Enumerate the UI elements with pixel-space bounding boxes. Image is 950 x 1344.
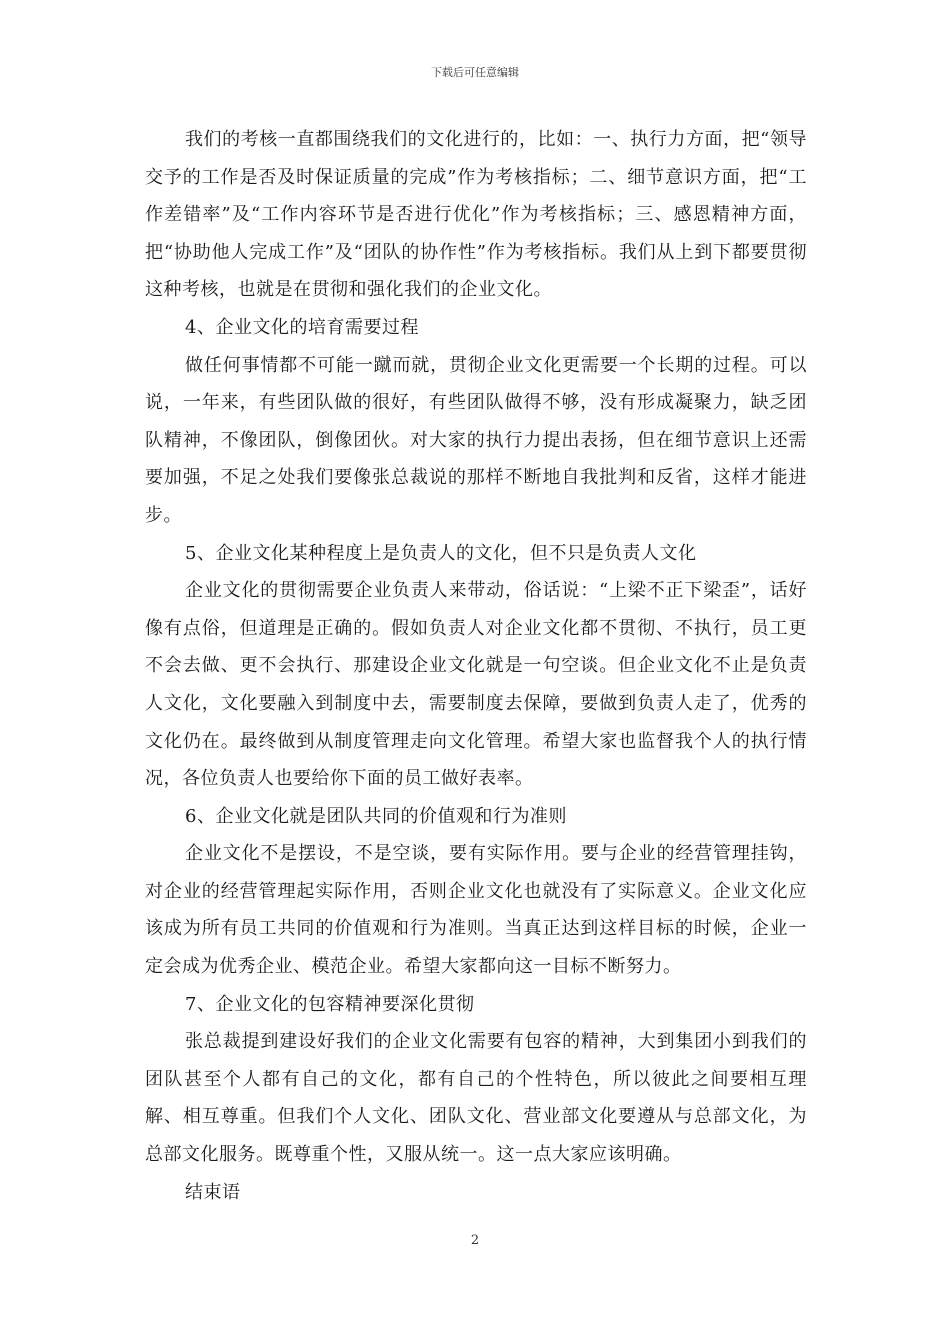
- heading-5: 5、企业文化某种程度上是负责人的文化，但不只是负责人文化: [185, 542, 697, 564]
- paragraph-assessment: 我们的考核一直都围绕我们的文化进行的，比如：一、执行力方面，把“领导交予的工作是否及时保证质量的完成”作为考核指标；二、细节意识方面，把“工作差错率”及“工作内容环节是否进行优化”作为考核指标；三、感恩精神方面，把“协助他人完成工作”及“团队的协作性”作为考核指标。我们从上到下都要贯彻这种考核，也就是在贯彻和强化我们的企业文化。: [145, 129, 807, 301]
- heading-conclusion: 结束语: [185, 1181, 241, 1203]
- paragraph-values: 企业文化不是摆设，不是空谈，要有实际作用。要与企业的经营管理挂钩，对企业的经营管理起实际作用，否则企业文化也就没有了实际意义。企业文化应该成为所有员工共同的价值观和行为准则。当真正达到这样目标的时候，企业一定会成为优秀企业、模范企业。希望大家都向这一目标不断努力。: [145, 843, 807, 978]
- paragraph-cultivation: 做任何事情都不可能一蹴而就，贯彻企业文化更需要一个长期的过程。可以说，一年来，有些团队做的很好，有些团队做得不够，没有形成凝聚力，缺乏团队精神，不像团队，倒像团伙。对大家的执行力提出表扬，但在细节意识上还需要加强，不足之处我们要像张总裁说的那样不断地自我批判和反省，这样才能进步。: [145, 354, 807, 526]
- heading-6: 6、企业文化就是团队共同的价值观和行为准则: [185, 805, 567, 827]
- document-body: [145, 121, 807, 1211]
- heading-7: 7、企业文化的包容精神要深化贯彻: [185, 993, 475, 1015]
- heading-4: 4、企业文化的培育需要过程: [185, 316, 419, 338]
- page-header-note: 下载后可任意编辑: [431, 66, 519, 79]
- paragraph-inclusion: 张总裁提到建设好我们的企业文化需要有包容的精神，大到集团小到我们的团队甚至个人都有自己的文化，都有自己的个性特色，所以彼此之间要相互理解、相互尊重。但我们个人文化、团队文化、营业部文化要遵从与总部文化，为总部文化服务。既尊重个性，又服从统一。这一点大家应该明确。: [145, 1031, 807, 1166]
- paragraph-leadership: 企业文化的贯彻需要企业负责人来带动，俗话说：“上梁不正下梁歪”，话好像有点俗，但道理是正确的。假如负责人对企业文化都不贯彻、不执行，员工更不会去做、更不会执行、那建设企业文化就是一句空谈。但企业文化不止是负责人文化，文化要融入到制度中去，需要制度去保障，要做到负责人走了，优秀的文化仍在。最终做到从制度管理走向文化管理。希望大家也监督我个人的执行情况，各位负责人也要给你下面的员工做好表率。: [145, 580, 807, 790]
- page-number: 2: [470, 1233, 480, 1248]
